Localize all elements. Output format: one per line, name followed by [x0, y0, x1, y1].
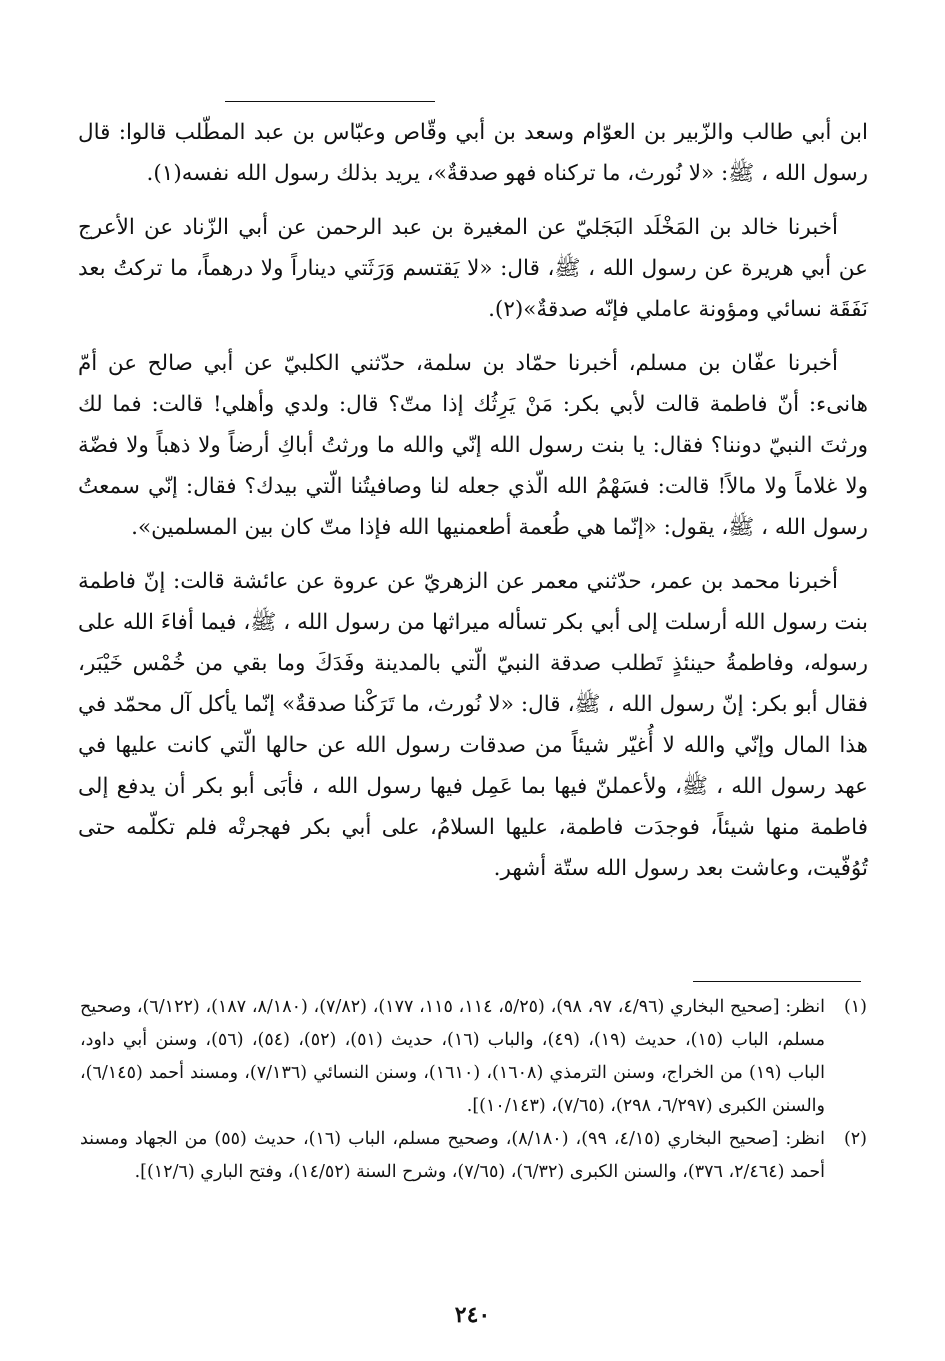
paragraph-4: أخبرنا محمد بن عمر، حدّثني معمر عن الزهريّ عن عروة عن عائشة قالت: إنّ فاطمة بنت رسول الله أرسلت إلى أبي بكر تسأله ميراثها من رسول الله ، ﷺ، فيما أفاءَ الله على رسوله، وفاطمةُ حينئذٍ تَطلب صدقة النبيّ الّتي بالمدينة وفَدَكَ وما بقي من خُمْس خَيْبَر، فقال أبو بكر: إنّ رسول الله ، ﷺ، قال: «لا نُورث، ما تَرَكْنا صدقةٌ» إنّما يأكل آل محمّد في هذا المال وإنّي والله لا أُغيّر شيئاً من صدقات رسول الله عن حالها الّتي كانت عليها في عهد رسول الله ، ﷺ، ولأعملنّ فيها بما عَمِل فيها رسول الله ، فأبَى أبو بكر أن يدفع إلى فاطمة منها شيئاً، فوجدَت فاطمة، عليها السلامُ، على أبي بكر فهجرتْه فلم تكلّمه حتى تُوُفّيت، وعاشت بعد رسول الله ستّة أشهر. [78, 569, 868, 881]
footnote-2 [80, 1123, 867, 1189]
page-number: ٢٤٠ [454, 1302, 491, 1328]
footnote-1 [80, 991, 867, 1123]
footnote-1-text: انظر: [صحيح البخاري (٤/٩٦، ٩٧، ٩٨)، (٥/٢٥، ١١٤، ١١٥، ١٧٧)، (٧/٨٢)، (٨/١٨٠، ١٨٧)، (٦/١٢٢)، وصحيح مسلم، الباب (١٥)، حديث (١٩)، (٤٩)، والباب (١٦)، حديث (٥١)، (٥٢)، (٥٤)، (٥٦)، وسنن أبي داود، الباب (١٩) من الخراج، وسنن الترمذي (١٦٠٨)، (١٦١٠)، وسنن النسائي (٧/١٣٦)، ومسند أحمد (٦/١٤٥)، والسنن الكبرى (٦/٢٩٧، ٢٩٨)، (٧/٦٥)، (١٠/١٤٣)]. [80, 997, 826, 1116]
paragraph-2: أخبرنا خالد بن المَخْلَد البَجَليّ عن المغيرة بن عبد الرحمن عن أبي الزّناد عن الأعرج عن أبي هريرة عن رسول الله ، ﷺ، قال: «لا يَقتسم وَرَثَتي ديناراً ولا درهماً، ما تركتُ بعد نَفَقَة نسائي ومؤونة عاملي فإنّه صدقةٌ»(٢). [78, 215, 868, 322]
footnote-2-number: (٢) [843, 1129, 867, 1149]
paragraph-1: ابن أبي طالب والزّبير بن العوّام وسعد بن أبي وقّاص وعبّاس بن عبد المطّلب قالوا: قال رسول الله ، ﷺ: «لا نُورث، ما تركناه فهو صدقةٌ»، يريد بذلك رسول الله نفسه(١). [78, 120, 868, 186]
footnote-2-text: انظر: [صحيح البخاري (٤/١٥، ٩٩)، (٨/١٨٠)، وصحيح مسلم، الباب (١٦)، حديث (٥٥) من الجهاد ومسند أحمد (٢/٤٦٤، ٣٧٦)، والسنن الكبرى (٦/٣٢)، (٧/٦٥)، وشرح السنة (١٤/٥٢)، وفتح الباري (١٢/٦)]. [80, 1129, 826, 1182]
footnote-divider-line [693, 981, 861, 982]
top-divider-line [225, 101, 435, 102]
footnotes [80, 991, 867, 1189]
main-text [78, 112, 868, 902]
paragraph-3: أخبرنا عفّان بن مسلم، أخبرنا حمّاد بن سلمة، حدّثني الكلبيّ عن أبي صالح عن أمّ هانىء: أنّ فاطمة قالت لأبي بكر: مَنْ يَرِثُك إذا متّ؟ قال: ولدي وأهلي! قالت: فما لك ورثتَ النبيّ دوننا؟ فقال: يا بنت رسول الله إنّي والله ما ورثتُ أباكِ أرضاً ولا ذهباً ولا فضّة ولا غلاماً ولا مالاً! قالت: فسَهْمُ الله الّذي جعله لنا وصافيتُنا الّتي بيدك؟ فقال: إنّي سمعتُ رسول الله ، ﷺ، يقول: «إنّما هي طُعمة أطعمنيها الله فإذا متّ كان بين المسلمين». [78, 351, 868, 540]
footnote-1-number: (١) [843, 997, 867, 1017]
